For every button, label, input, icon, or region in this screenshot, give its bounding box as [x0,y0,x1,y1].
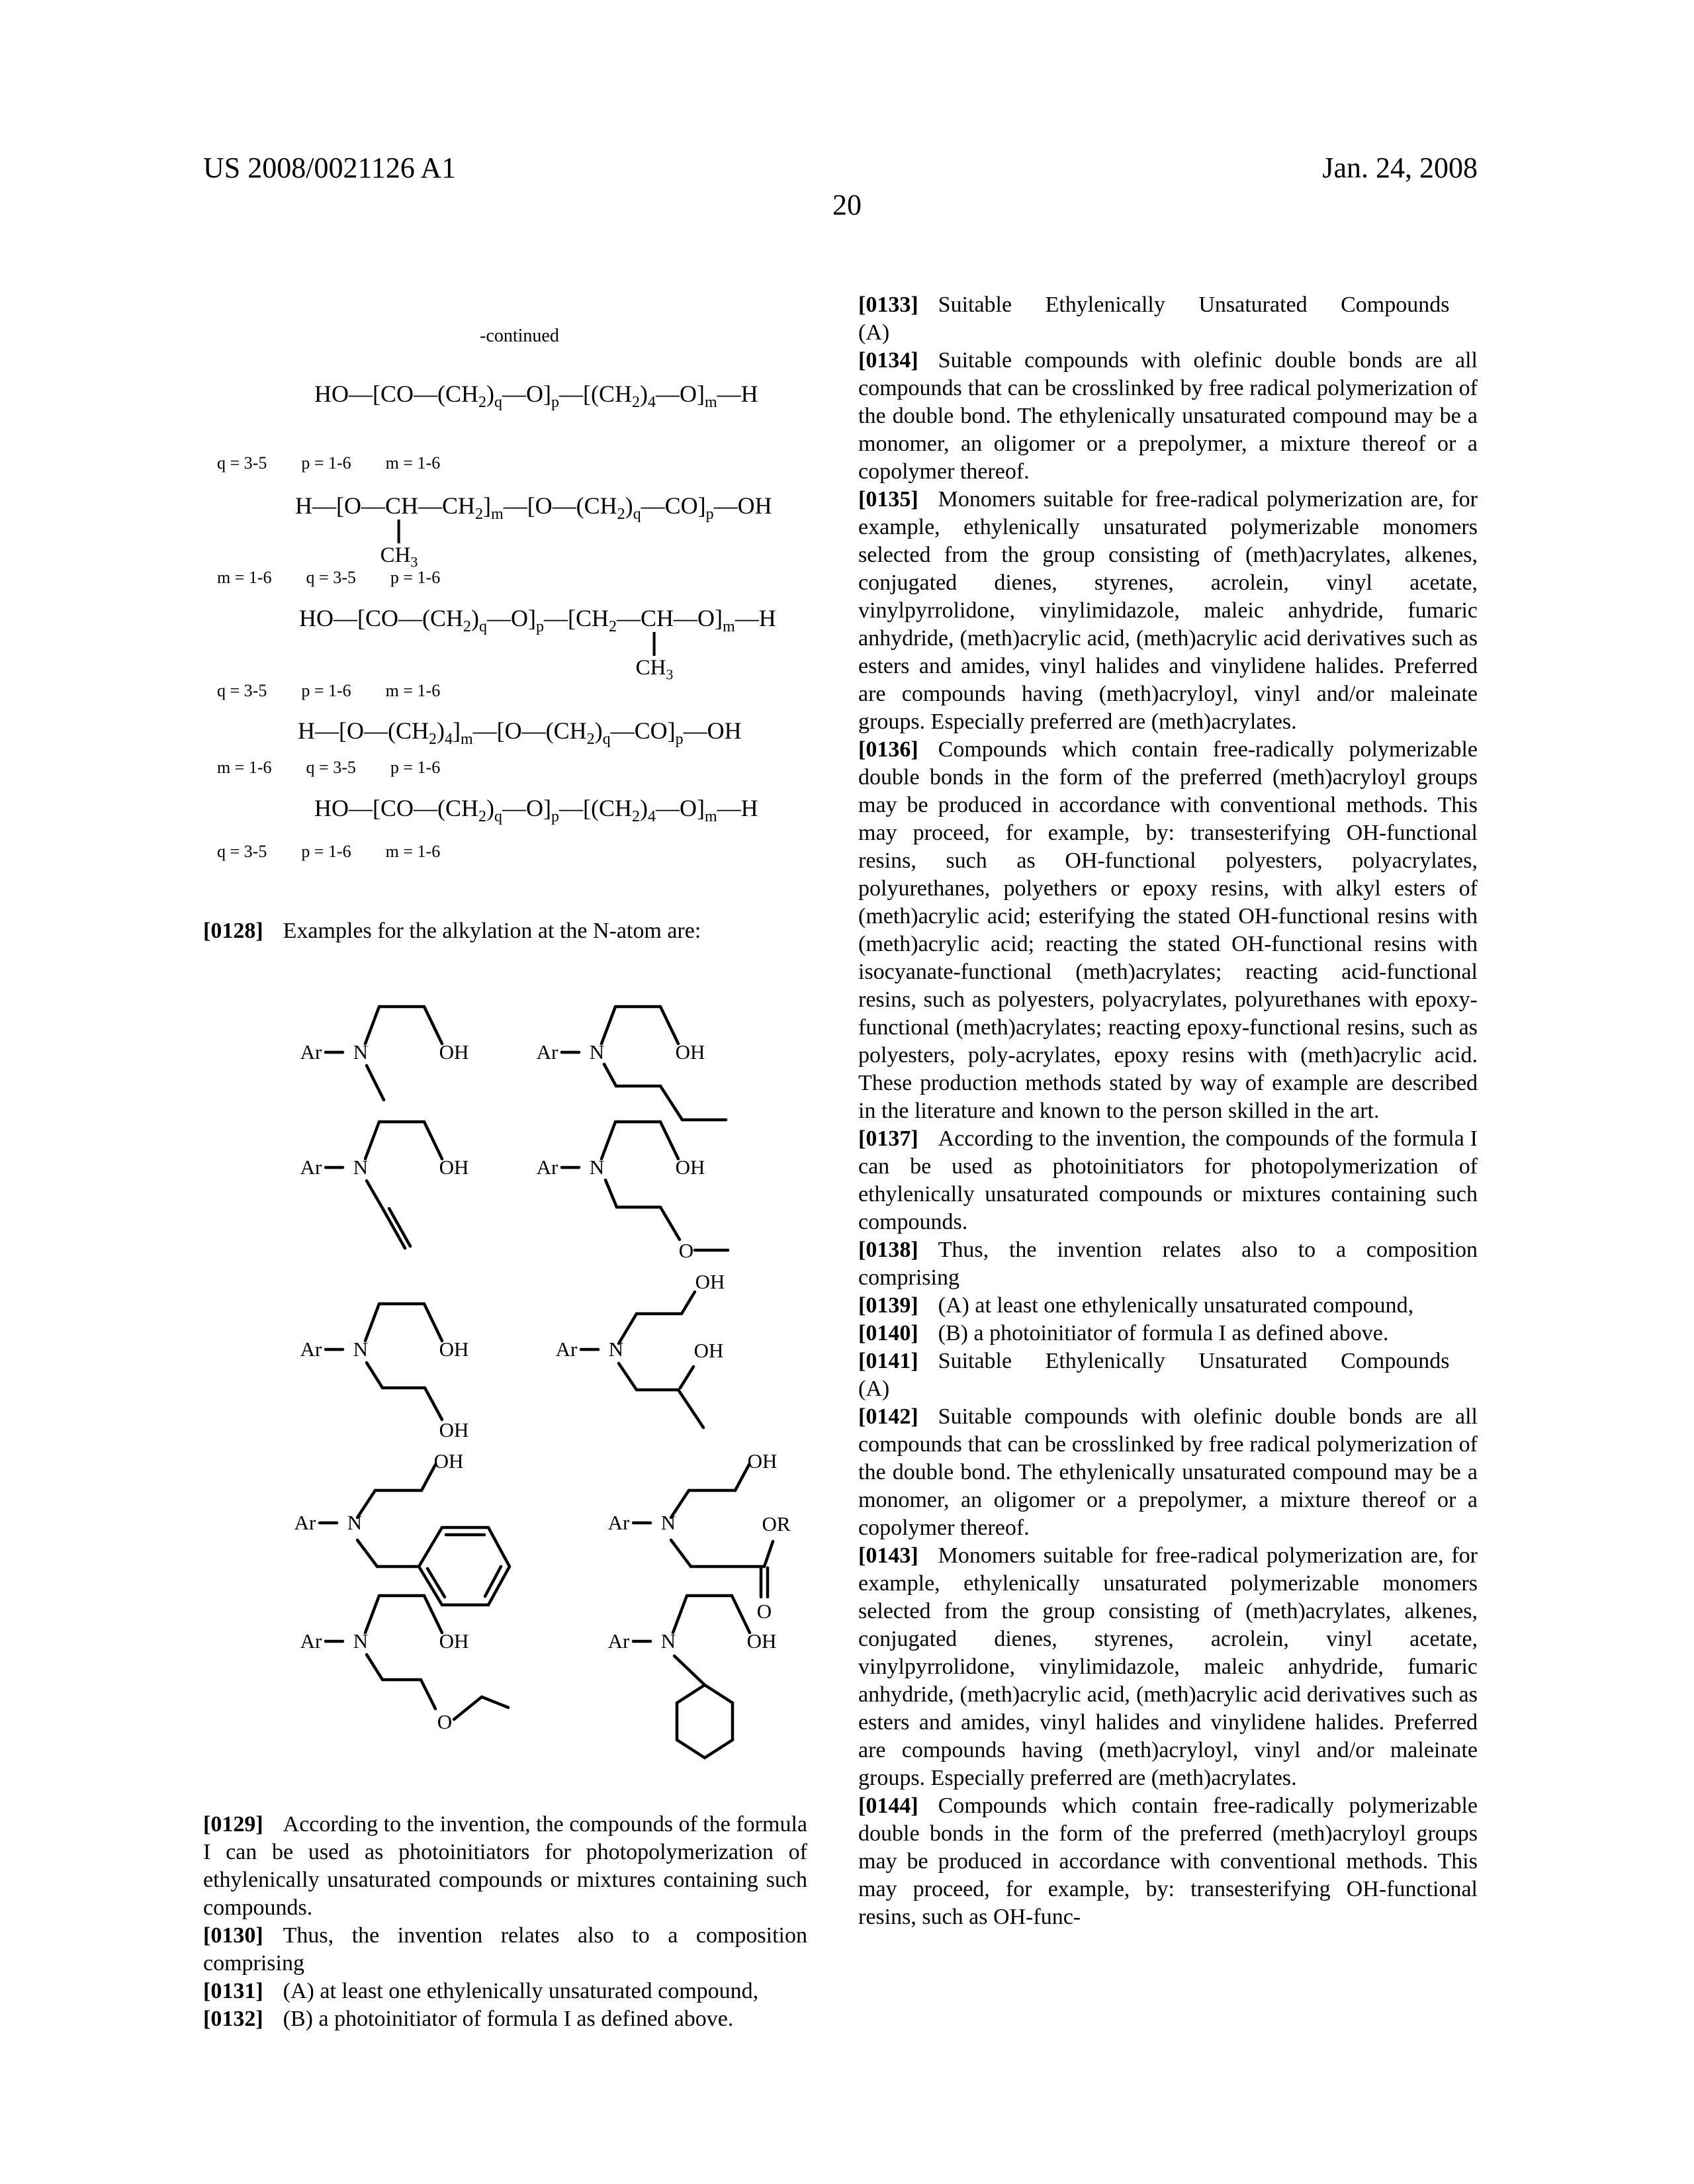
param: q = 3-5 [217,842,267,861]
paragraph-text: According to the invention, the compounds of the formula I can be used as photoinitiators for photopolymerization of ethylenically unsaturated compounds or mixtures containing such compounds. [203,1812,807,1920]
param: q = 3-5 [306,568,356,587]
param: p = 1-6 [301,842,351,861]
formula-2-attachment [380,520,418,568]
paragraph-text-2: (A) [858,320,890,345]
paragraph-text: (A) at least one ethylenically unsaturated compound, [938,1293,1414,1318]
paragraph-number: [0131] [203,1979,263,2003]
paragraph-0139 [858,1292,1478,1320]
n-label: N [353,1629,369,1653]
formula-5-line: $HO—[CO—(CH_2)_q—O]_p—[(CH_2)_4—O]_m—H$ [314,795,758,826]
paragraph-number: [0138] [858,1238,918,1262]
param: q = 3-5 [306,758,356,777]
paragraph-text: Thus, the invention relates also to a composition comprising [858,1238,1478,1290]
n-label: N [353,1040,369,1064]
paragraph-number: [0137] [858,1126,918,1151]
param: m = 1-6 [217,758,272,777]
publication-date: Jan. 24, 2008 [1322,152,1478,184]
oh-label: OH [675,1156,705,1179]
paragraph-number: [0136] [858,737,918,762]
oh-label: OH [746,1629,777,1653]
paragraph-text: Examples for the alkylation at the N-atom are: [283,919,701,943]
n-label: N [660,1629,676,1653]
formula-5-parameters [217,842,440,862]
ar-label: Ar [607,1511,630,1534]
structure-n-methyl [298,993,510,1115]
formula-3-parameters [217,681,440,701]
oh-label: OH [433,1449,464,1473]
formula-3-ch: CH [641,605,674,631]
paragraph-0135 [858,486,1478,736]
formula-3-pre: $HO—[CO—(CH_2)_q—O]_p—[CH_2—$ [299,605,641,636]
paragraph-number: [0128] [203,919,263,943]
formula-1-parameters [217,453,440,473]
paragraph-text: Monomers suitable for free-radical polymerization are, for example, ethylenically unsaturated polymerizable monomers selected from the group consisting of (meth)acrylates, alkenes, conjugated dienes, styrenes, acrolein, vinyl acetate, vinylpyrrolidone, vinylimidazole, maleic anhydride, fumaric anhydride, (meth)acrylic acid, (meth)acrylic acid derivatives such as esters and amides, vinyl halides and vinylidene halides. Preferred are compounds having (meth)acryloyl, vinyl and/or maleinate groups. Especially preferred are (meth)acrylates. [858,487,1478,734]
formula-3-post: $—O]_m—H$ [674,605,776,636]
oh-label: OH [747,1449,778,1473]
structure-n-methoxyethyl [534,1108,746,1270]
chemical-formula-2 [295,492,772,570]
ar-label: Ar [300,1156,322,1179]
paragraph-0143 [858,1542,1478,1792]
oh-label: OH [439,1418,469,1441]
ar-label: Ar [555,1338,578,1361]
paragraph-text: Suitable Ethylenically Unsaturated Compounds [938,1349,1450,1373]
paragraph-0131 [203,1978,807,2005]
paragraph-0129 [203,1811,807,1922]
paragraph-0137 [858,1125,1478,1236]
n-label: N [608,1338,624,1361]
paragraph-text: (B) a photoinitiator of formula I as defined above. [938,1321,1389,1345]
paragraph-number: [0130] [203,1923,263,1948]
formula-2-ch: CH [384,492,418,519]
methyl-label: $CH_3$ [635,656,674,683]
or-label: OR [762,1512,791,1535]
oh-label: OH [675,1040,705,1064]
n-label: N [353,1156,369,1179]
paragraph-number: [0142] [858,1404,918,1429]
chemical-formula-4 [298,717,742,749]
o-label: O [678,1239,694,1262]
oh-label: OH [439,1040,469,1064]
paragraph-0140 [858,1320,1478,1347]
formula-4-line: $H—[O—(CH_2)_4]_m—[O—(CH_2)_q—CO]_p—OH$ [298,717,742,749]
paragraph-0132 [203,2005,807,2033]
chemical-formula-5 [314,794,758,826]
paragraph-0128 [203,917,807,945]
param: m = 1-6 [385,842,441,861]
param: m = 1-6 [217,568,272,587]
oh-label: OH [693,1339,724,1362]
ar-label: Ar [300,1040,322,1064]
paragraph-number: [0143] [858,1543,918,1568]
bond-line [398,520,400,543]
paragraph-text: Suitable Ethylenically Unsaturated Compounds [938,293,1450,317]
param: p = 1-6 [390,568,441,587]
ar-label: Ar [536,1040,558,1064]
paragraph-number: [0132] [203,2007,263,2031]
o-label: O [756,1600,772,1623]
param: q = 3-5 [217,453,267,473]
left-column-text [203,1811,807,2033]
chemical-formula-3 [299,604,776,683]
paragraph-number: [0144] [858,1794,918,1818]
paragraph-number: [0141] [858,1349,918,1373]
ar-label: Ar [607,1629,630,1653]
paragraph-number: [0135] [858,487,918,512]
paragraph-0141 [858,1347,1478,1403]
bond-line [653,632,656,656]
paragraph-0133 [858,291,1478,347]
paragraph-text: Thus, the invention relates also to a composition comprising [203,1923,807,1976]
chemical-formula-1 [314,380,758,412]
structure-n-ethoxyethyl [298,1582,523,1741]
n-label: N [589,1040,605,1064]
n-label: N [353,1338,369,1361]
n-label: N [660,1511,676,1534]
paragraph-0130 [203,1922,807,1978]
formula-3-attachment [635,632,674,683]
formula-2-post: $—CH_2]_m—[O—(CH_2)_q—CO]_p—OH$ [418,492,772,523]
paragraph-text: Monomers suitable for free-radical polymerization are, for example, ethylenically unsaturated polymerizable monomers selected from the group consisting of (meth)acrylates, alkenes, conjugated dienes, styrenes, acrolein, vinyl acetate, vinylpyrrolidone, vinylimidazole, maleic anhydride, fumaric anhydride, (meth)acrylic acid, (meth)acrylic acid derivatives such as esters and amides, vinyl halides and vinylidene halides. Preferred are compounds having (meth)acryloyl, vinyl and/or maleinate groups. Especially preferred are (meth)acrylates. [858,1543,1478,1790]
paragraph-number: [0134] [858,348,918,373]
paragraph-0138 [858,1236,1478,1292]
patent-number: US 2008/0021126 A1 [203,152,457,184]
paragraph-text: Suitable compounds with olefinic double bonds are all compounds that can be crosslinked by free radical polymerization of the double bond. The ethylenically unsaturated compound may be a monomer, an oligomer or a prepolymer, a mixture thereof or a copolymer thereof. [858,348,1478,484]
paragraph-0144 [858,1792,1478,1931]
formula-2-pre: H—[O— [295,492,385,519]
formula-1-line: $HO—[CO—(CH_2)_q—O]_p—[(CH_2)_4—O]_m—H$ [314,381,758,412]
formula-2-parameters [217,568,440,588]
n-label: N [347,1511,363,1534]
paragraph-number: [0139] [858,1293,918,1318]
param: m = 1-6 [385,681,441,700]
oh-label: OH [439,1629,469,1653]
param: p = 1-6 [301,453,351,473]
paragraph-number: [0140] [858,1321,918,1345]
paragraph-text-2: (A) [858,1377,890,1401]
oh-label: OH [439,1338,469,1361]
right-column-text [858,291,1478,1931]
ar-label: Ar [294,1511,316,1534]
paragraph-text: Compounds which contain free-radically polymerizable double bonds in the form of the preferred (meth)acryloyl groups may be produced in accordance with conventional methods. This may proceed, for example, by: transesterifying OH-functional resins, such as OH-functional polyesters, polyacrylates, polyurethanes, polyethers or epoxy resins, with alkyl esters of (meth)acrylic acid; esterifying the stated OH-functional resins with (meth)acrylic acid; reacting the stated OH-functional resins with isocyanate-functional (meth)acrylates; reacting acid-functional resins, such as polyesters, polyacrylates, polyurethanes with epoxy-functional (meth)acrylates; reacting epoxy-functional resins, such as polyesters, poly-acrylates, epoxy resins with (meth)acrylic acid. These production methods stated by way of example are described in the literature and known to the person skilled in the art. [858,737,1478,1123]
structure-n-allyl [298,1108,510,1263]
paragraph-number: [0133] [858,293,918,317]
param: p = 1-6 [390,758,441,777]
oh-label: OH [439,1156,469,1179]
paragraph-text: Compounds which contain free-radically polymerizable double bonds in the form of the preferred (meth)acryloyl groups may be produced in accordance with conventional methods. This may proceed, for example, by: transesterifying OH-functional resins, such as OH-func- [858,1794,1478,1929]
ar-label: Ar [536,1156,558,1179]
ar-label: Ar [300,1338,322,1361]
ar-label: Ar [300,1629,322,1653]
paragraph-number: [0129] [203,1812,263,1837]
structure-n-bis-hydroxyethyl [298,1290,510,1445]
oh-label: OH [695,1270,725,1293]
methyl-label: $CH_3$ [380,543,418,570]
paragraph-text: (A) at least one ethylenically unsaturated compound, [283,1979,759,2003]
continued-label: -continued [480,326,559,346]
structure-n-cyclohexyl [605,1582,817,1770]
o-label: O [437,1710,453,1733]
n-label: N [589,1156,605,1179]
structure-n-hydroxypropyl [553,1270,765,1442]
paragraph-text: (B) a photoinitiator of formula I as defined above. [283,2007,734,2031]
param: m = 1-6 [385,453,441,473]
paragraph-0134 [858,347,1478,486]
paragraph-0136 [858,736,1478,1125]
paragraph-text: According to the invention, the compounds of the formula I can be used as photoinitiators for photopolymerization of ethylenically unsaturated compounds or mixtures containing such compounds. [858,1126,1478,1234]
paragraph-0142 [858,1403,1478,1542]
page-number: 20 [832,189,862,221]
param: q = 3-5 [217,681,267,700]
formula-4-parameters [217,758,440,778]
paragraph-text: Suitable compounds with olefinic double bonds are all compounds that can be crosslinked by free radical polymerization of the double bond. The ethylenically unsaturated compound may be a monomer, an oligomer or a prepolymer, a mixture thereof or a copolymer thereof. [858,1404,1478,1540]
param: p = 1-6 [301,681,351,700]
